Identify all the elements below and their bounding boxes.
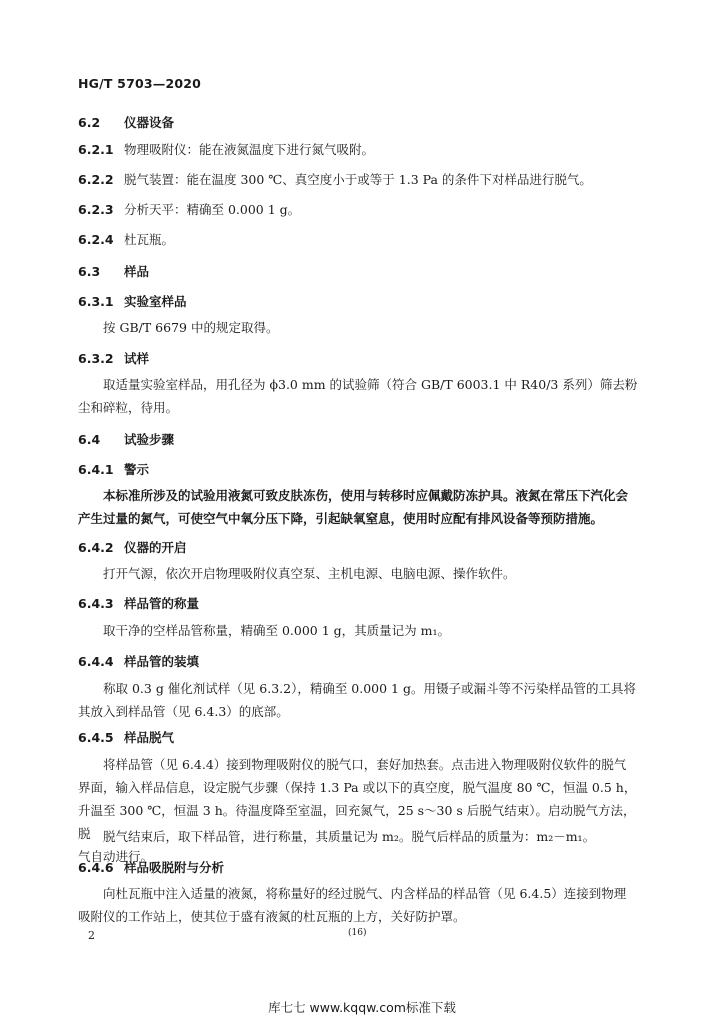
section-heading-6-4-4 bbox=[78, 652, 199, 670]
clause-number: 6.2.1 bbox=[78, 142, 114, 157]
clause-text: 分析天平：精确至 0.000 1 g。 bbox=[124, 202, 301, 217]
paragraph-6-4-2: 打开气源，依次开启物理吸附仪真空泵、主机电源、电脑电源、操作软件。 bbox=[103, 566, 516, 581]
section-title: 试验步骤 bbox=[124, 432, 175, 447]
paragraph-6-3-2: 取适量实验室样品，用孔径为 ϕ3.0 mm 的试验筛（符合 GB/T 6003.1 中 R40/3 系列）筛去粉 尘和碎粒，待用。 bbox=[78, 377, 638, 415]
section-title: 试样 bbox=[124, 351, 150, 366]
clause-number: 6.2.2 bbox=[78, 172, 114, 187]
section-number: 6.4.6 bbox=[78, 860, 114, 875]
clause-number: 6.2.4 bbox=[78, 232, 114, 247]
section-heading-6-3-2 bbox=[78, 349, 149, 367]
paragraph-6-4-5-result: 脱气结束后，取下样品管，进行称量，其质量记为 m₂。脱气后样品的质量为：m₂－m₁。 bbox=[103, 829, 596, 844]
warning-paragraph: 本标准所涉及的试验用液氮可致皮肤冻伤，使用与转移时应佩戴防冻护具。液氮在常压下汽化会 产生过量的氮气，可使空气中氧分压下降，引起缺氧窒息，使用时应配有排风设备等预防措施。 bbox=[78, 488, 629, 526]
section-heading-6-4-5 bbox=[78, 728, 174, 746]
section-number: 6.3.2 bbox=[78, 351, 114, 366]
section-title: 样品 bbox=[124, 264, 150, 279]
section-heading-6-3-1 bbox=[78, 292, 187, 310]
section-heading-6-4-1 bbox=[78, 460, 149, 478]
section-title: 警示 bbox=[124, 462, 150, 477]
clause-text: 杜瓦瓶。 bbox=[124, 232, 175, 247]
section-number: 6.3 bbox=[78, 264, 101, 279]
section-title: 仪器的开启 bbox=[124, 540, 187, 555]
section-title: 样品管的装填 bbox=[124, 654, 200, 669]
section-number: 6.4 bbox=[78, 432, 101, 447]
section-title: 样品管的称量 bbox=[124, 596, 200, 611]
standard-code: HG/T 5703—2020 bbox=[78, 76, 202, 91]
clause-6-2-4 bbox=[78, 228, 644, 251]
page-reference: (16) bbox=[348, 928, 367, 938]
paragraph-6-3-1: 按 GB/T 6679 中的规定取得。 bbox=[103, 320, 279, 335]
paragraph-6-4-5: 将样品管（见 6.4.4）接到物理吸附仪的脱气口，套好加热套。点击进入物理吸附仪软件的脱气 界面，输入样品信息，设定脱气步骤（保持 1.3 Pa 或以下的真空度，脱气温度 80 ℃，恒温 0.5 h， 升温至 300 ℃，恒温 3 h。待温度降至室温，回充氮气，25 s～30 s 后脱气结束）。启动脱气方法，脱 气自动进行。 bbox=[78, 757, 637, 864]
section-number: 6.2 bbox=[78, 115, 101, 130]
section-number: 6.4.2 bbox=[78, 540, 114, 555]
section-heading-6-4-2 bbox=[78, 538, 187, 556]
clause-6-2-2 bbox=[78, 168, 644, 191]
section-heading-6-4-3 bbox=[78, 594, 199, 612]
section-number: 6.4.4 bbox=[78, 654, 114, 669]
section-number: 6.4.1 bbox=[78, 462, 114, 477]
clause-text: 物理吸附仪：能在液氮温度下进行氮气吸附。 bbox=[124, 142, 375, 157]
clause-text: 脱气装置：能在温度 300 ℃、真空度小于或等于 1.3 Pa 的条件下对样品进行脱气。 bbox=[124, 172, 592, 187]
section-title: 实验室样品 bbox=[124, 294, 187, 309]
section-heading-6-4 bbox=[78, 430, 174, 448]
section-number: 6.4.3 bbox=[78, 596, 114, 611]
clause-6-2-1 bbox=[78, 138, 644, 161]
paragraph-6-4-6: 向杜瓦瓶中注入适量的液氮，将称量好的经过脱气、内含样品的样品管（见 6.4.5）连接到物理 吸附仪的工作站上，使其位于盛有液氮的杜瓦瓶的上方，关好防护罩。 bbox=[78, 886, 627, 924]
paragraph-6-4-3: 取干净的空样品管称量，精确至 0.000 1 g，其质量记为 m₁。 bbox=[103, 623, 450, 638]
section-title: 样品吸脱附与分析 bbox=[124, 860, 225, 875]
section-title: 样品脱气 bbox=[124, 730, 175, 745]
clause-number: 6.2.3 bbox=[78, 202, 114, 217]
watermark-footer: 库七七 www.kqqw.com标准下载 bbox=[268, 1000, 456, 1015]
paragraph-6-4-4: 称取 0.3 g 催化剂试样（见 6.3.2），精确至 0.000 1 g。用镊子或漏斗等不污染样品管的工具将 其放入到样品管（见 6.4.3）的底部。 bbox=[78, 681, 636, 719]
page-number: 2 bbox=[88, 929, 95, 942]
section-heading-6-4-6 bbox=[78, 858, 224, 876]
section-title: 仪器设备 bbox=[124, 115, 175, 130]
section-number: 6.3.1 bbox=[78, 294, 114, 309]
section-heading-6-3 bbox=[78, 262, 149, 280]
section-number: 6.4.5 bbox=[78, 730, 114, 745]
section-heading-6-2 bbox=[78, 113, 174, 131]
clause-6-2-3 bbox=[78, 198, 644, 221]
